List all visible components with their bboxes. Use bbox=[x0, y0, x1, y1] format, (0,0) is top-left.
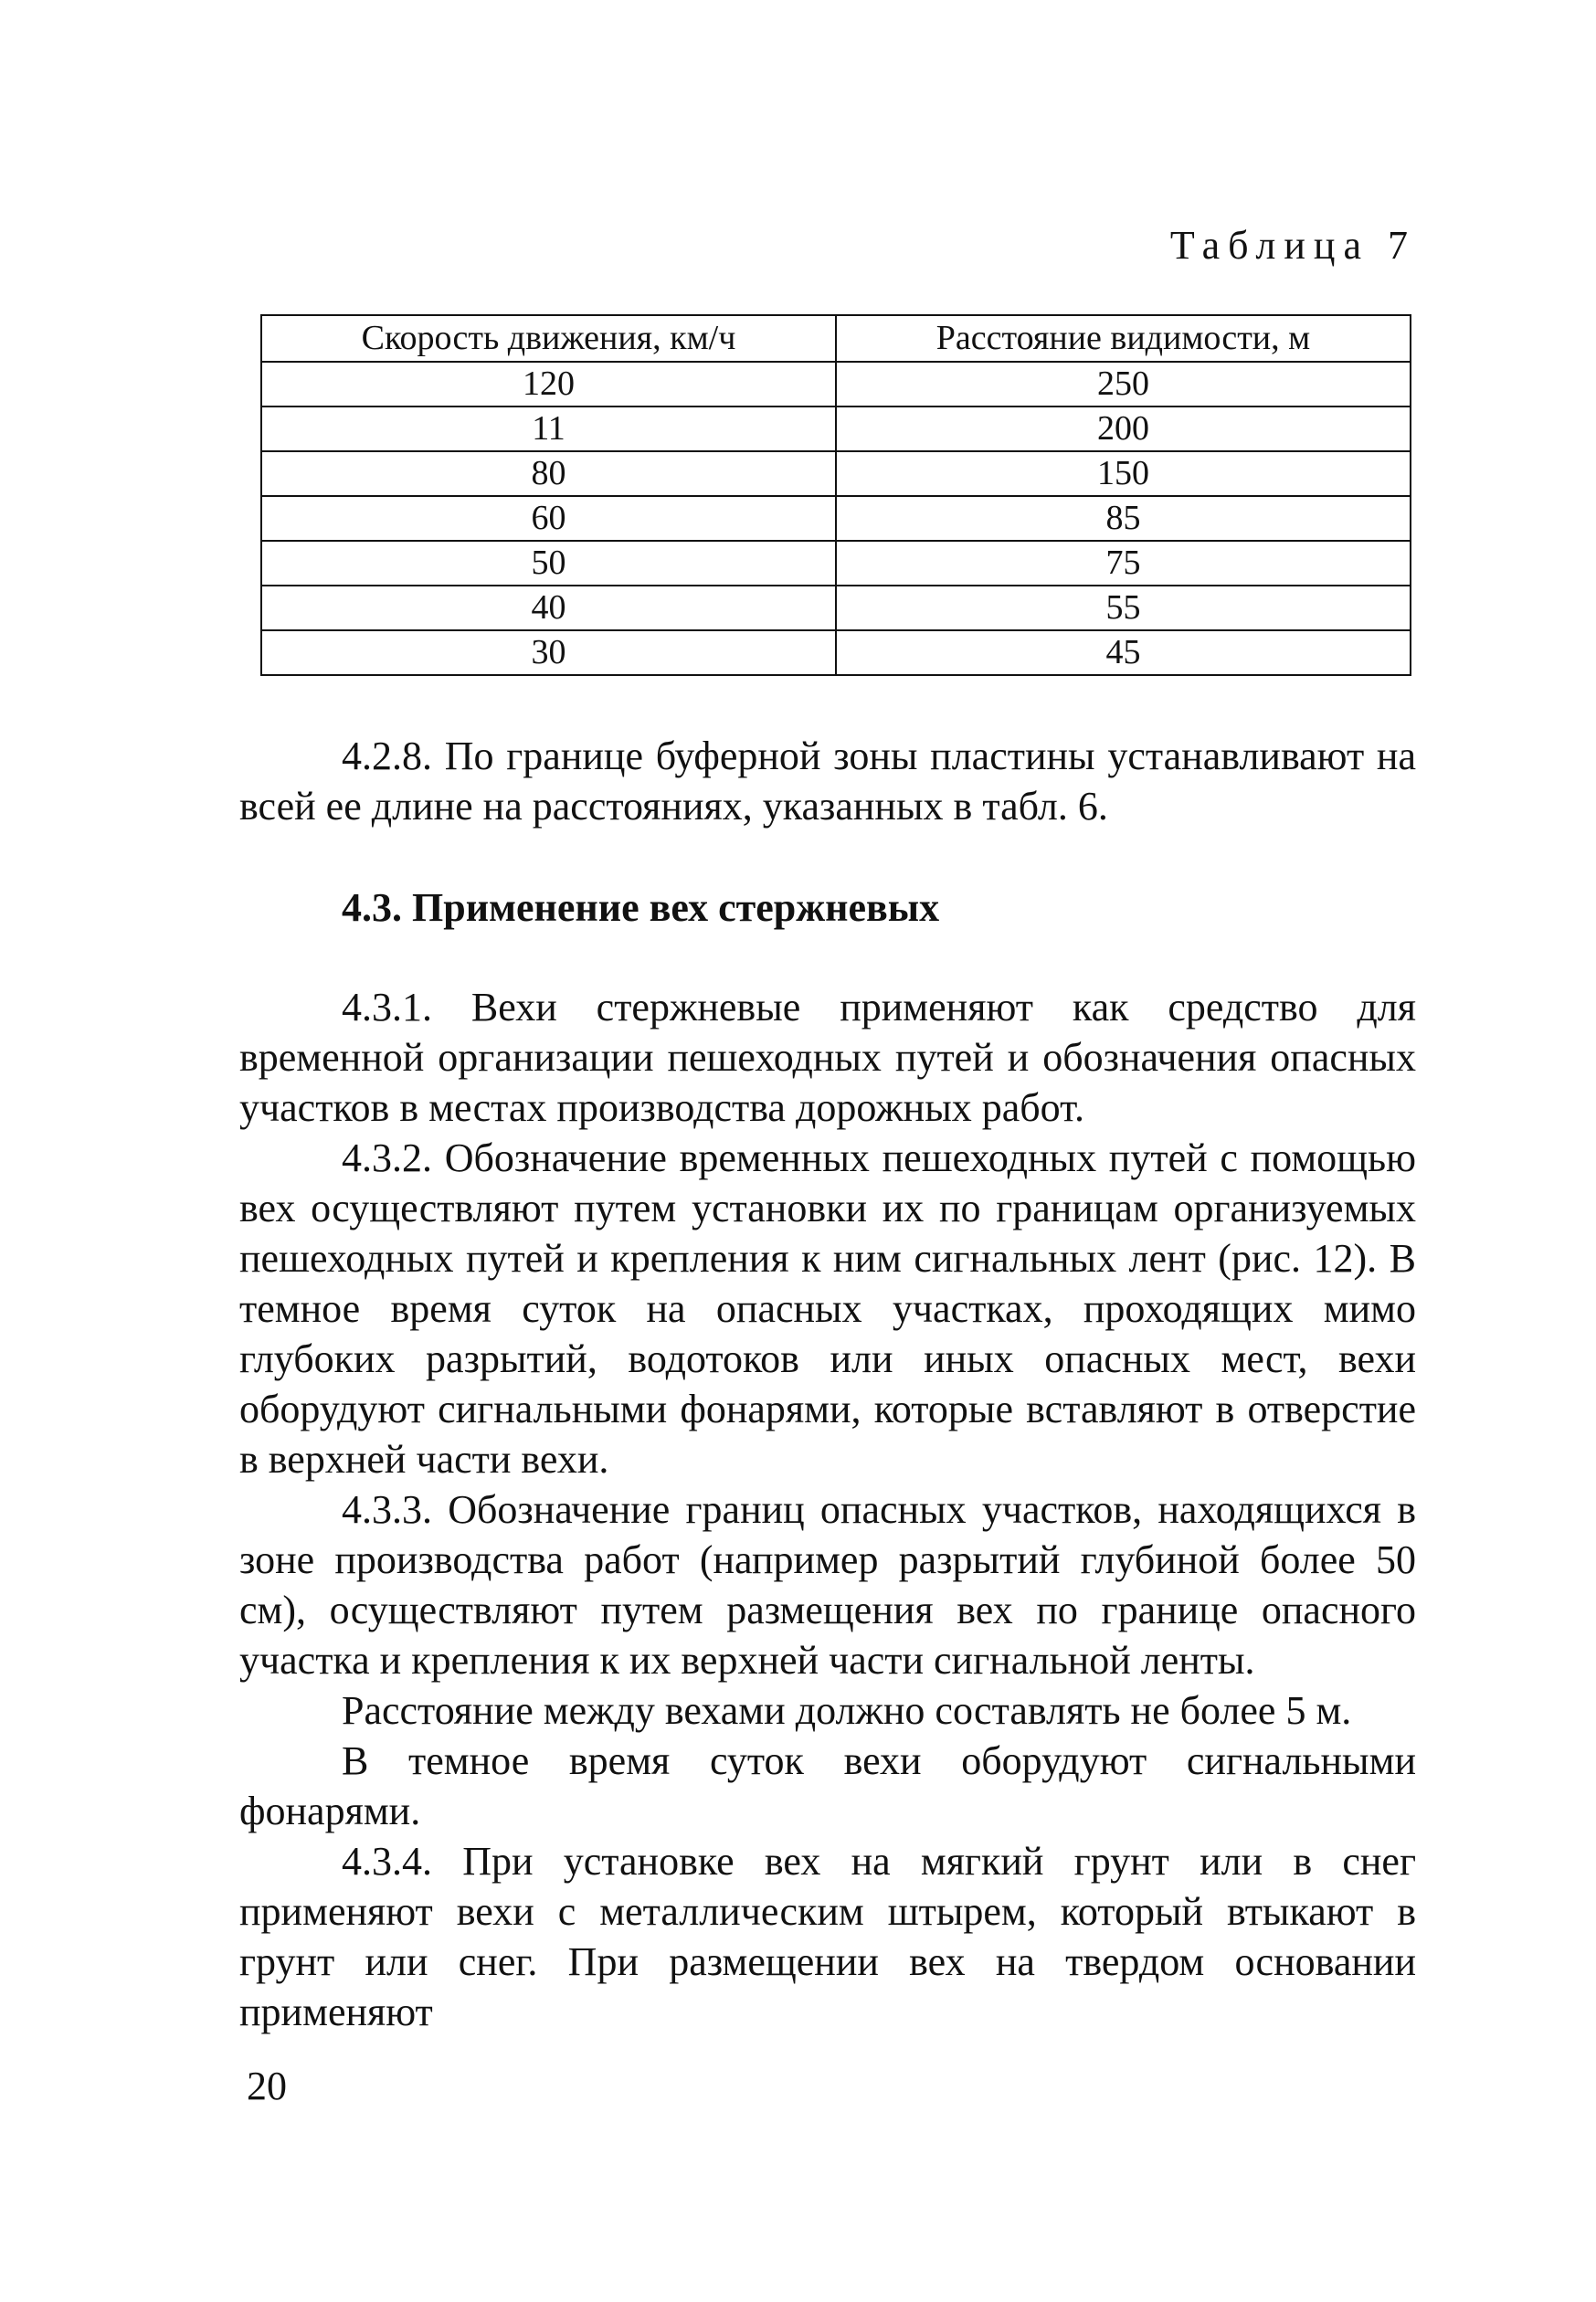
table-cell-distance: 55 bbox=[836, 586, 1411, 630]
table-cell-distance: 150 bbox=[836, 451, 1411, 496]
page-number: 20 bbox=[247, 2064, 287, 2108]
paragraph-block-main bbox=[239, 982, 1416, 2037]
paragraph-4-2-8: 4.2.8. По границе буферной зоны пластины устанавливают на всей ее длине на расстояниях, указанных в табл. 6. bbox=[239, 734, 1416, 829]
table-cell-speed: 120 bbox=[261, 362, 836, 407]
table-header-speed: Скорость движения, км/ч bbox=[261, 315, 836, 362]
table-row bbox=[261, 362, 1411, 407]
paragraph-distance: Расстояние между вехами должно составлять не более 5 м. bbox=[342, 1688, 1352, 1733]
table-cell-distance: 75 bbox=[836, 541, 1411, 586]
paragraph-lanterns: В темное время суток вехи оборудуют сигнальными фонарями. bbox=[239, 1738, 1416, 1833]
table-row bbox=[261, 630, 1411, 675]
table-row bbox=[261, 541, 1411, 586]
section-heading: 4.3. Применение вех стержневых bbox=[342, 885, 940, 930]
paragraph-4-3-1: 4.3.1. Вехи стержневые применяют как средство для временной организации пешеходных путей и обозначения опасных участков в местах производства дорожных работ. bbox=[239, 985, 1416, 1130]
table-row bbox=[261, 496, 1411, 541]
table-cell-speed: 11 bbox=[261, 407, 836, 451]
table-row bbox=[261, 451, 1411, 496]
table-cell-speed: 40 bbox=[261, 586, 836, 630]
table-row bbox=[261, 407, 1411, 451]
table-cell-distance: 250 bbox=[836, 362, 1411, 407]
speed-visibility-table bbox=[260, 314, 1411, 676]
table-cell-distance: 85 bbox=[836, 496, 1411, 541]
table-cell-speed: 80 bbox=[261, 451, 836, 496]
table-cell-distance: 45 bbox=[836, 630, 1411, 675]
table-cell-distance: 200 bbox=[836, 407, 1411, 451]
table-row bbox=[261, 586, 1411, 630]
paragraph-4-3-4: 4.3.4. При установке вех на мягкий грунт или в снег применяют вехи с металлическим штырем, который втыкают в грунт или снег. При размещении вех на твердом основании применяют bbox=[239, 1839, 1416, 2034]
table-cell-speed: 50 bbox=[261, 541, 836, 586]
table-header-row bbox=[261, 315, 1411, 362]
table-cell-speed: 30 bbox=[261, 630, 836, 675]
table-header-distance: Расстояние видимости, м bbox=[836, 315, 1411, 362]
paragraph-block-top bbox=[239, 731, 1416, 831]
paragraph-4-3-3: 4.3.3. Обозначение границ опасных участков, находящихся в зоне производства работ (например разрытий глубиной более 50 см), осуществляют путем размещения вех по границе опасного участка и крепления к их верхней части сигнальной ленты. bbox=[239, 1487, 1416, 1683]
table-cell-speed: 60 bbox=[261, 496, 836, 541]
table-caption: Таблица 7 bbox=[1169, 223, 1416, 268]
paragraph-4-3-2: 4.3.2. Обозначение временных пешеходных путей с помощью вех осуществляют путем установки их по границам организуемых пешеходных путей и крепления к ним сигнальных лент (рис. 12). В темное время суток на опасных участках, проходящих мимо глубоких разрытий, водотоков или иных опасных мест, вехи оборудуют сигнальными фонарями, которые вставляют в отверстие в верхней части вехи. bbox=[239, 1135, 1416, 1482]
